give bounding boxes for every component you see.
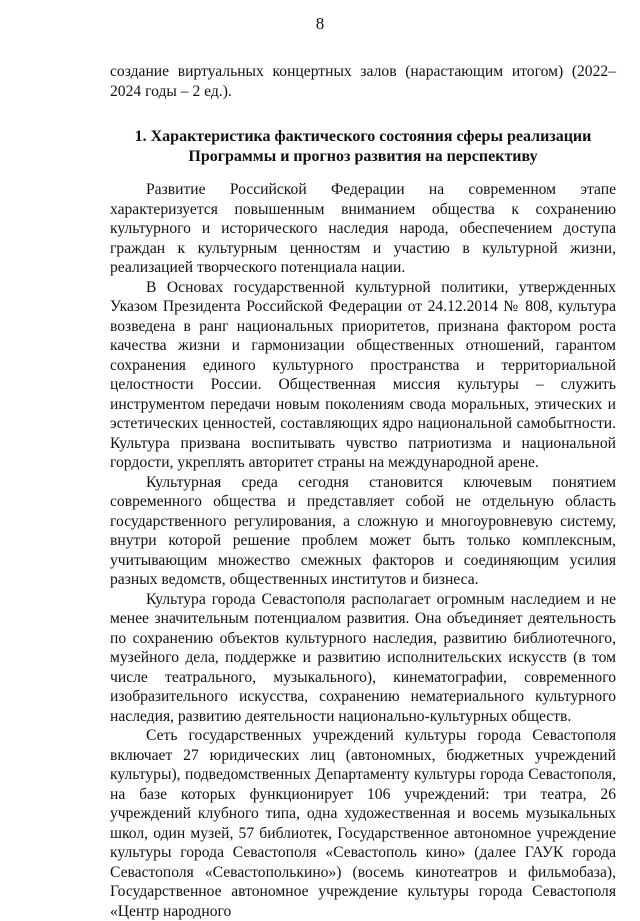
intro-paragraph: создание виртуальных концертных залов (нарастающим итогом) (2022–2024 годы – 2 ед.). [110, 63, 616, 100]
paragraph-sevastopol-culture: Культура города Севастополя располагает огромным наследием и не менее значительным потенциалом развития. Она объединяет деятельность по сохранению объектов культурного наследия, развитию библиотечного, музейного дела, поддержке и развитию исполнительских искусств (в том числе театрального, музыкального), кинематографии, современного изобразительного искусства, сохранению нематериального культурного наследия, развитию деятельности национально-культурных обществ. [110, 590, 616, 725]
section-title: 1. Характеристика фактического состояния сферы реализации Программы и прогноз развития на перспективу [134, 128, 592, 165]
section-body [110, 180, 616, 921]
paragraph-institutions-network: Сеть государственных учреждений культуры города Севастополя включает 27 юридических лиц (автономных, бюджетных учреждений культуры), подведомственных Департаменту культуры города Севастополя, на базе которых функционирует 106 учреждений: три театра, 26 учреждений клубного типа, одна художественная и восемь музыкальных школ, один музей, 57 библиотек, Государственное автономное учреждение культуры города Севастополя «Севастополь кино» (далее ГАУК города Севастополя «Севастополькино») (восемь кинотеатров и фильмобаза), Государственное автономное учреждение культуры города Севастополя «Центр народного [110, 727, 616, 920]
page-number: 8 [315, 14, 325, 33]
paragraph-development: Развитие Российской Федерации на современном этапе характеризуется повышенным вниманием общества к сохранению культурного и исторического наследия народа, обеспечением доступа граждан к культурным ценностям и участию в культурной жизни, реализацией творческого потенциала нации. [110, 181, 616, 276]
paragraph-foundations-policy: В Основах государственной культурной политики, утвержденных Указом Президента Российской Федерации от 24.12.2014 № 808, культура возведена в ранг национальных приоритетов, признана фактором роста качества жизни и гармонизации общественных отношений, гарантом сохранения единого культурного пространства и территориальной целостности России. Общественная миссия культуры – служить инструментом передачи новым поколениям свода моральных, этических и эстетических ценностей, составляющих ядро национальной самобытности. Культура призвана воспитывать чувство патриотизма и национальной гордости, укреплять авторитет страны на международной арене. [110, 278, 616, 471]
paragraph-cultural-environment: Культурная среда сегодня становится ключевым понятием современного общества и представляет собой не отдельную область государственного регулирования, а сложную и многоуровневую систему, внутри которой решение проблем может быть только комплексным, учитывающим множество смежных факторов и соединяющим усилия разных ведомств, общественных институтов и бизнеса. [110, 473, 616, 588]
